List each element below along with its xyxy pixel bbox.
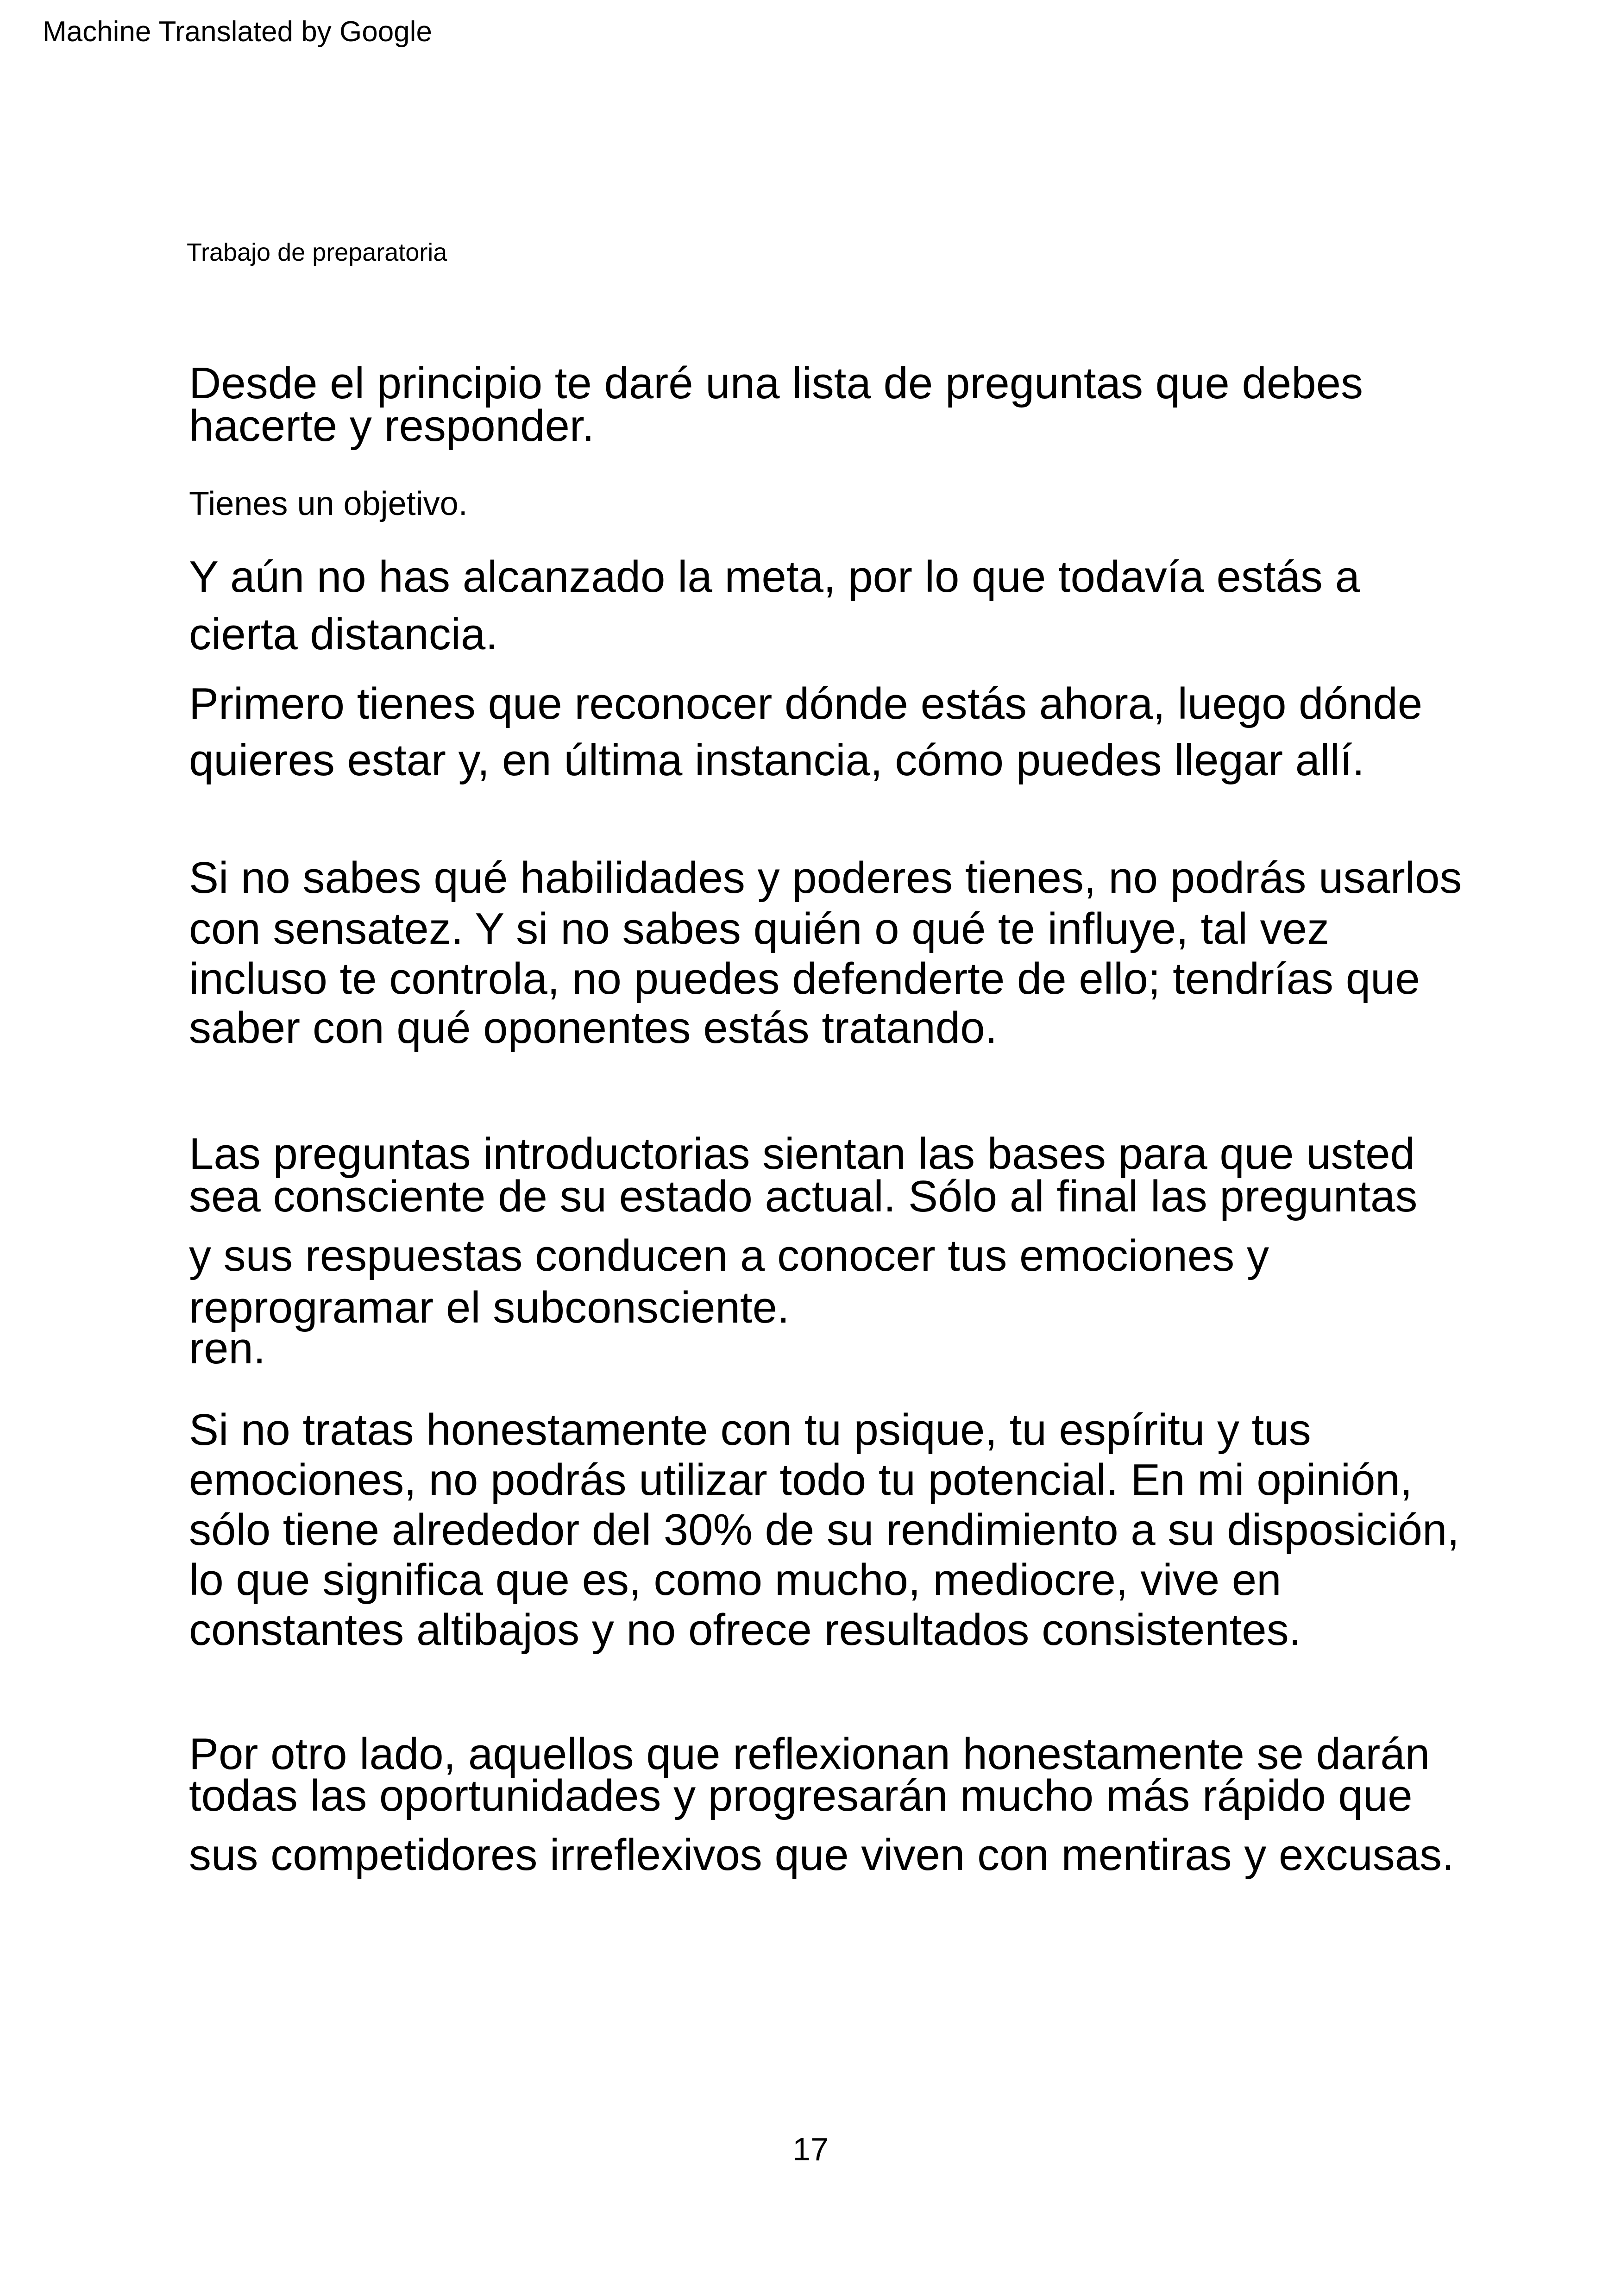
body-line: hacerte y responder. [189, 401, 595, 451]
body-line: sus competidores irreflexivos que viven con mentiras y excusas. [189, 1830, 1454, 1880]
body-line: Por otro lado, aquellos que reflexionan honestamente se darán [189, 1729, 1430, 1779]
body-line: todas las oportunidades y progresarán mucho más rápido que [189, 1771, 1413, 1820]
running-header: Trabajo de preparatoria [187, 238, 447, 266]
body-line: Si no tratas honestamente con tu psique, tu espíritu y tus [189, 1405, 1311, 1455]
page-number: 17 [792, 2131, 829, 2167]
body-line: lo que significa que es, como mucho, mediocre, vive en [189, 1555, 1282, 1605]
body-line: Desde el principio te daré una lista de preguntas que debes [189, 358, 1363, 408]
body-line: quieres estar y, en última instancia, cómo puedes llegar allí. [189, 735, 1365, 785]
body-line: y sus respuestas conducen a conocer tus emociones y [189, 1231, 1269, 1280]
body-line: con sensatez. Y si no sabes quién o qué te influye, tal vez [189, 904, 1330, 954]
body-line: sea consciente de su estado actual. Sólo al final las preguntas [189, 1172, 1418, 1221]
body-line: Las preguntas introductorias sientan las bases para que usted [189, 1129, 1415, 1179]
body-line: Y aún no has alcanzado la meta, por lo que todavía estás a [189, 552, 1360, 602]
body-line: Primero tienes que reconocer dónde estás ahora, luego dónde [189, 679, 1423, 728]
body-line: incluso te controla, no puedes defenderte de ello; tendrías que [189, 954, 1420, 1004]
body-line: saber con qué oponentes estás tratando. [189, 1003, 998, 1053]
machine-translation-banner: Machine Translated by Google [43, 16, 432, 48]
body-line: reprogramar el subconsciente. [189, 1283, 790, 1332]
body-line: sólo tiene alrededor del 30% de su rendimiento a su disposición, [189, 1505, 1460, 1555]
body-line: cierta distancia. [189, 609, 498, 659]
body-line: Tienes un objetivo. [189, 485, 468, 522]
body-line: emociones, no podrás utilizar todo tu potencial. En mi opinión, [189, 1455, 1413, 1505]
body-line: Si no sabes qué habilidades y poderes tienes, no podrás usarlos [189, 853, 1462, 903]
body-line: ren. [189, 1324, 266, 1373]
body-line: constantes altibajos y no ofrece resultados consistentes. [189, 1605, 1301, 1655]
